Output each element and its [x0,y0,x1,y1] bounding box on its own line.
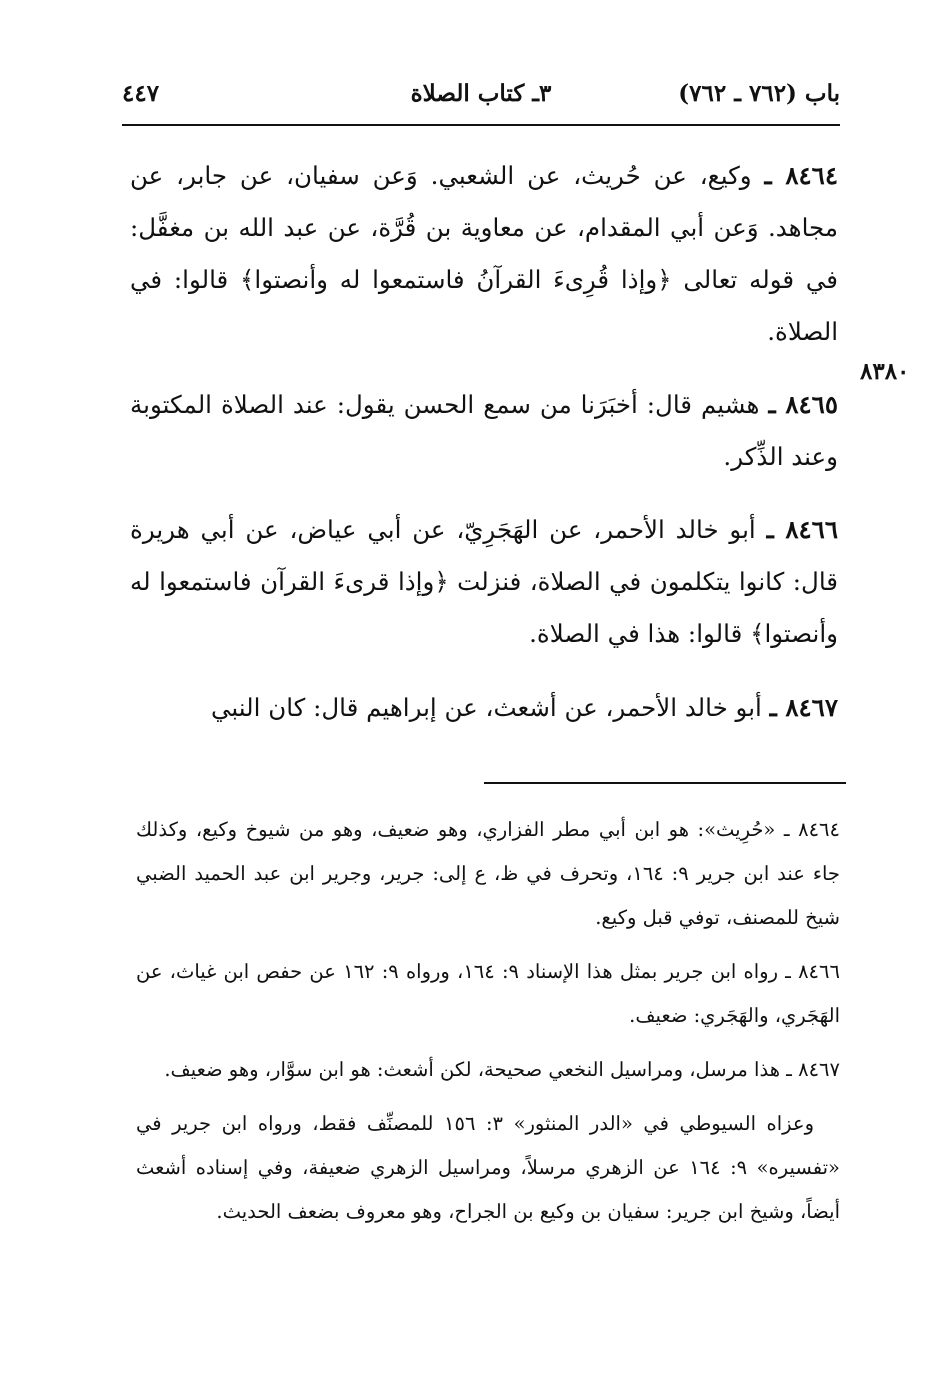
page-header [122,68,840,112]
footnotes [136,808,840,1244]
hadith-8466 [130,504,838,660]
footnote-8467: ٨٤٦٧ ـ هذا مرسل، ومراسيل النخعي صحيحة، لكن أشعث: هو ابن سوَّار، وهو ضعيف. [164,1058,840,1081]
book-title: ٣ـ كتاب الصلاة [410,80,552,107]
hadith-number: ٨٤٦٧ ـ [769,693,838,722]
hadith-number: ٨٤٦٥ ـ [768,390,838,419]
page-number: ٤٤٧ [122,80,160,107]
hadith-8465 [130,379,838,483]
margin-reference-number: ٨٣٨٠ [860,358,910,385]
footnote-divider [484,782,846,784]
hadith-text: أبو خالد الأحمر، عن الهَجَرِيّ، عن أبي عياض، عن أبي هريرة قال: كانوا يتكلمون في الصلاة، فنزلت ﴿وإذا قرىءَ القرآن فاستمعوا له وأنصتوا﴾ قالوا: هذا في الصلاة. [130,515,838,648]
hadith-list [130,150,838,755]
hadith-text: وكيع، عن حُريث، عن الشعبي. وَعن سفيان، عن جابر، عن مجاهد. وَعن أبي المقدام، عن معاوية بن قُرَّة، عن عبد الله بن مغفَّل: في قوله تعالى ﴿وإذا قُرِىءَ القرآنُ فاستمعوا له وأنصتوا﴾ قالوا: في الصلاة. [130,161,838,346]
chapter-title: باب (٧٦٢ ـ ٧٦٢) [678,80,840,107]
hadith-text: هشيم قال: أخبَرَنا من سمع الحسن يقول: عند الصلاة المكتوبة وعند الذِّكر. [130,390,838,471]
hadith-text: أبو خالد الأحمر، عن أشعث، عن إبراهيم قال: كان النبي [210,693,762,722]
footnote-8466: ٨٤٦٦ ـ رواه ابن جرير بمثل هذا الإسناد ٩: ١٦٤، ورواه ٩: ١٦٢ عن حفص ابن غياث، عن الهَجَري، والهَجَري: ضعيف. [136,960,840,1027]
hadith-number: ٨٤٦٤ ـ [764,161,838,190]
footnote-8464: ٨٤٦٤ ـ «حُرِيث»: هو ابن أبي مطر الفزاري، وهو ضعيف، وهو من شيوخ وكيع، وكذلك جاء عند ابن جرير ٩: ١٦٤، وتحرف في ظ، ع إلى: جرير، وجرير ابن عبد الحميد الضبي شيخ للمصنف، توفي قبل وكيع. [136,818,840,929]
footnote-8467-continued: وعزاه السيوطي في «الدر المنثور» ٣: ١٥٦ للمصنِّف فقط، ورواه ابن جرير في «تفسيره» ٩: ١٦٤ عن الزهري مرسلاً، ومراسيل الزهري ضعيفة، وفي إسناده أشعث أيضاً، وشيخ ابن جرير: سفيان بن وكيع بن الجراح، وهو معروف بضعف الحديث. [136,1112,840,1223]
hadith-8467 [130,682,838,734]
header-divider [122,124,840,126]
hadith-number: ٨٤٦٦ ـ [766,515,838,544]
hadith-8464 [130,150,838,358]
